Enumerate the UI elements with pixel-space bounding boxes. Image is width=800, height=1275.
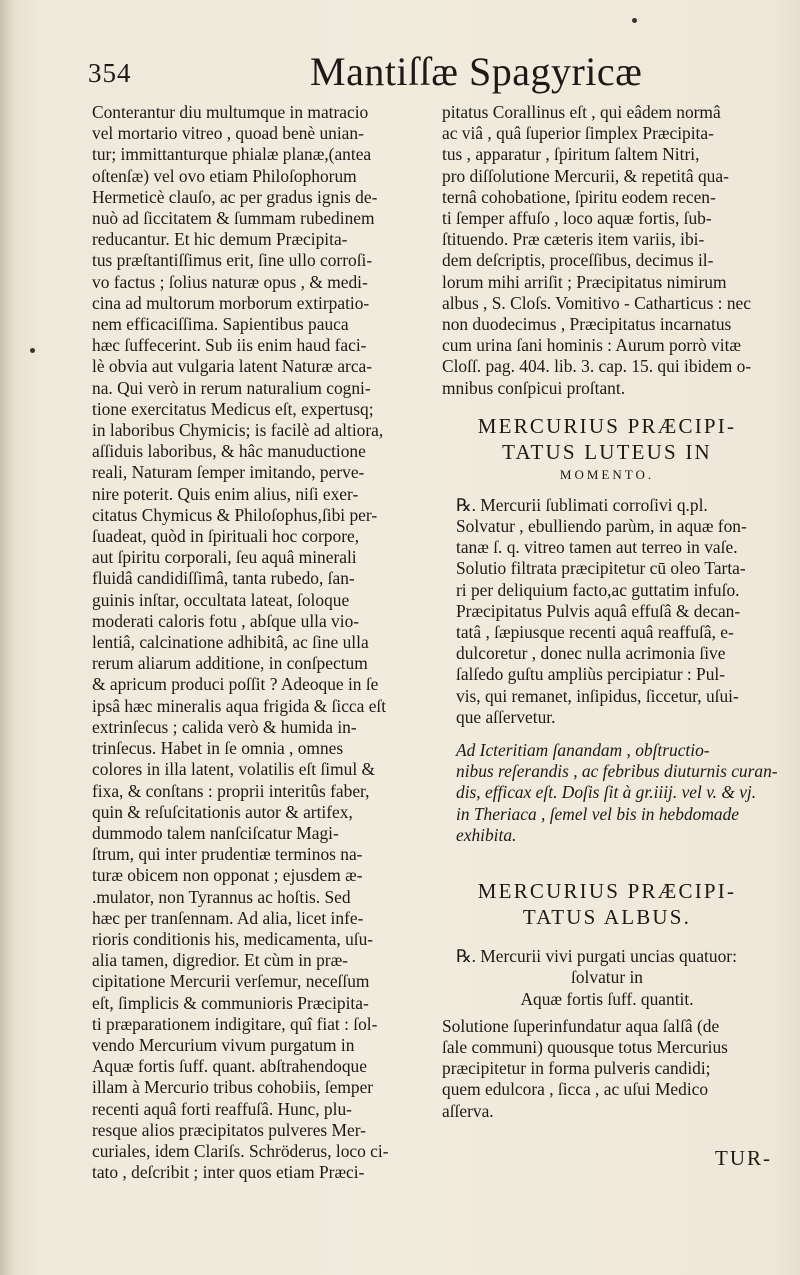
text-line: aſſiduis laboribus, & hâc manuductione xyxy=(92,441,366,462)
margin-mark xyxy=(30,348,35,353)
text-line: ipsâ hæc mineralis aqua frigida & ſicca eſt xyxy=(92,695,387,716)
text-line: dulcoretur , donec nulla acrimonia ſive xyxy=(456,643,726,664)
text-line: turæ obicem non opponat ; ejusdem æ- xyxy=(92,865,363,886)
text-line: ri per deliquium facto,ac guttatim infuſo. xyxy=(456,579,740,600)
text-line: nem efficaciſſima. Sapientibus pauca xyxy=(92,314,349,335)
text-line: Ad Icteritiam ſanandam , obſtructio- xyxy=(456,740,710,761)
text-line: extrinſecus ; calida verò & humida in- xyxy=(92,716,357,737)
text-line: dummodo talem nanſciſcatur Magi- xyxy=(92,822,339,843)
text-line: ti præparationem indigitare, quî fiat : ſol- xyxy=(92,1013,378,1034)
text-line: colores in illa latent, volatilis eſt ſimul & xyxy=(92,759,376,780)
text-line: curiales, idem Clariſs. Schröderus, loco ci- xyxy=(92,1140,389,1161)
text-line: vo factus ; ſolius naturæ opus , & medi- xyxy=(92,271,368,292)
right-column xyxy=(442,102,778,1170)
text-line: fixa, & conſtans : proprii interitûs faber, xyxy=(92,780,370,801)
section2-recipe-line3: Aquæ fortis ſuff. quantit. xyxy=(520,988,694,1009)
page-header xyxy=(88,48,768,98)
text-line: que aſſervetur. xyxy=(456,706,556,727)
text-line: lè obvia aut vulgaria latent Naturæ arca- xyxy=(92,356,373,377)
text-line: in laboribus Chymicis; is facilè ad altiora, xyxy=(92,420,384,441)
text-line: tato , deſcribit ; inter quos etiam Præci- xyxy=(92,1162,365,1183)
text-line: vel mortario vitreo , quoad benè unian- xyxy=(92,123,364,144)
text-line: in Theriaca , ſemel vel bis in hebdomade xyxy=(456,803,740,824)
text-line: vis, qui remanet, inſipidus, ſiccetur, uſui- xyxy=(456,685,739,706)
text-line: vendo Mercurium vivum purgatum in xyxy=(92,1034,355,1055)
text-line: hæc ſuffecerint. Sub iis enim haud faci- xyxy=(92,335,367,356)
text-line: tus præſtantiſſimus erit, ſine ullo corroſi- xyxy=(92,250,373,271)
section2-title-line1: MERCURIUS PRÆCIPI- xyxy=(477,879,737,904)
text-line: albus , S. Cloſs. Vomitivo - Catharticus : nec xyxy=(442,292,751,313)
page-number: 354 xyxy=(88,58,132,88)
section1-title-line3: MOMENTO. xyxy=(559,466,655,482)
text-line: tus , apparatur , ſpiritum ſaltem Nitri, xyxy=(442,144,700,165)
text-line: exhibita. xyxy=(456,824,517,845)
text-line: ti ſemper affuſo , loco aquæ fortis, ſub- xyxy=(442,208,712,229)
text-line: lorum mihi arriſit ; Præcipitatus nimirum xyxy=(442,271,727,292)
section1-recipe xyxy=(442,495,772,728)
text-line: tanæ ſ. q. vitreo tamen aut terreo in vaſe. xyxy=(456,537,738,558)
text-line: cina ad multorum morborum extirpatio- xyxy=(92,292,370,313)
text-line: oſtenſæ) vel ovo etiam Philoſophorum xyxy=(92,165,357,186)
text-line: illam à Mercurio tribus cohobiis, ſemper xyxy=(92,1077,374,1098)
text-line: Hermeticè clauſo, ac per gradus ignis de- xyxy=(92,186,378,207)
text-line: ſalſedo guſtu ampliùs percipiatur : Pul- xyxy=(456,664,726,685)
intro-paragraph xyxy=(442,102,772,399)
text-line: aut ſpiritu corporali, ſeu aquâ minerali xyxy=(92,547,357,568)
text-line: ſuadeat, quòd in ſpirituali hoc corpore, xyxy=(92,526,360,547)
text-line: moderati caloris fotu , abſque ulla vio- xyxy=(92,610,360,631)
text-line: quin & reſuſcitationis autor & artifex, xyxy=(92,801,353,822)
text-line: reducantur. Et hic demum Præcipita- xyxy=(92,229,348,250)
section1-title-line1: MERCURIUS PRÆCIPI- xyxy=(477,413,737,438)
text-line: lentiâ, calcinatione adhibitâ, ac ſine ulla xyxy=(92,632,369,653)
text-line: Aquæ fortis ſuff. quant. abſtrahendoque xyxy=(92,1056,367,1077)
text-line: ternâ cohobatione, ſpiritu eodem recen- xyxy=(442,186,716,207)
text-line: ac viâ , quâ ſuperior ſimplex Præcipita- xyxy=(442,123,714,144)
text-line: pitatus Corallinus eſt , qui eâdem normâ xyxy=(442,102,721,122)
text-line: aſſerva. xyxy=(442,1100,494,1121)
text-line: hæc per tranſennam. Ad alia, licet infe- xyxy=(92,907,364,928)
text-line: rioris conditionis his, medicamenta, uſu- xyxy=(92,928,374,949)
text-line: ſtituendo. Præ cæteris item variis, ibi- xyxy=(442,229,705,250)
text-line: na. Qui verò in rerum naturalium cogni- xyxy=(92,377,371,398)
text-line: Solutio filtrata præcipitetur cū oleo Tarta- xyxy=(456,558,746,579)
text-line: tione exercitatus Medicus eſt, expertusq; xyxy=(92,398,374,419)
text-line: ℞. Mercurii ſublimati corroſivi q.pl. xyxy=(456,494,708,515)
text-line: ſale communi) quousque totus Mercurius xyxy=(442,1036,728,1057)
gutter-shadow xyxy=(0,0,14,1275)
text-line: alia tamen, digredior. Et cùm in præ- xyxy=(92,950,348,971)
text-line: Cloſſ. pag. 404. lib. 3. cap. 15. qui ibidem o- xyxy=(442,356,752,377)
text-line: quem edulcora , ſicca , ac uſui Medico xyxy=(442,1079,709,1100)
text-line: .mulator, non Tyrannus ac hoſtis. Sed xyxy=(92,886,351,907)
text-line: Solvatur , ebulliendo parùm, in aquæ fon- xyxy=(456,516,747,537)
section1-usage xyxy=(442,740,778,846)
text-line: citatus Chymicus & Philoſophus,ſibi per- xyxy=(92,504,378,525)
text-line: mnibus conſpicui proſtant. xyxy=(442,377,626,398)
text-line: dis, efficax eſt. Doſis ſit à gr.iiij. vel v. & vj. xyxy=(456,782,757,803)
section2-solution xyxy=(442,1016,772,1122)
section2-recipe-line2: ſolvatur in xyxy=(571,967,643,988)
text-line: cum urina ſani hominis : Aurum porrò vitæ xyxy=(442,335,741,356)
text-line: ſtrum, qui inter prudentiæ terminos na- xyxy=(92,844,363,865)
text-line: præcipitetur in forma pulveris candidi; xyxy=(442,1058,711,1079)
section2-recipe-line1: ℞. Mercurii vivi purgati uncias quatuor: xyxy=(456,946,737,967)
text-line: nire poterit. Quis enim alius, niſi exer- xyxy=(92,483,359,504)
text-line: pro diſſolutione Mercurii, & repetitâ qua- xyxy=(442,165,729,186)
text-line: tatâ , ſæpiusque recenti aquâ reaffuſâ, e- xyxy=(456,622,734,643)
text-line: Conterantur diu multumque in matracio xyxy=(92,102,369,122)
text-line: dem deſcriptis, proceſſibus, decimus il- xyxy=(442,250,714,271)
text-line: nibus reſerandis , ac febribus diuturnis curan- xyxy=(456,761,778,782)
text-line: trinſecus. Habet in ſe omnia , omnes xyxy=(92,738,344,759)
text-line: Præcipitatus Pulvis aquâ effuſâ & decan- xyxy=(456,600,741,621)
catchword: TUR- xyxy=(715,1145,772,1170)
running-title: Mantiſſæ Spagyricæ xyxy=(310,49,643,94)
text-line: guinis inſtar, occultata lateat, ſoloque xyxy=(92,589,350,610)
ink-speck xyxy=(632,18,637,23)
text-line: non duodecimus , Præcipitatus incarnatus xyxy=(442,314,732,335)
left-column xyxy=(92,102,424,1183)
text-line: Solutione ſuperinfundatur aqua ſalſâ (de xyxy=(442,1015,720,1036)
text-line: cipitatione Mercurii verſemur, neceſſum xyxy=(92,971,370,992)
text-line: & apricum produci poſſit ? Adeoque in ſe xyxy=(92,674,379,695)
section2-title-line2: TATUS ALBUS. xyxy=(522,905,692,930)
text-line: tur; immittanturque phialæ planæ,(antea xyxy=(92,144,372,165)
text-line: rerum aliarum additione, in conſpectum xyxy=(92,653,368,674)
text-line: reali, Naturam ſemper imitando, perve- xyxy=(92,462,365,483)
text-line: fluidâ candidiſſimâ, tanta rubedo, ſan- xyxy=(92,568,355,589)
section1-title-line2: TATUS LUTEUS IN xyxy=(502,439,712,464)
text-line: recenti aquâ forti reaffuſâ. Hunc, plu- xyxy=(92,1098,352,1119)
text-line: eſt, ſimplicis & communioris Præcipita- xyxy=(92,992,369,1013)
text-line: resque alios præcipitatos pulveres Mer- xyxy=(92,1119,366,1140)
text-line: nuò ad ſiccitatem & ſummam rubedinem xyxy=(92,208,375,229)
